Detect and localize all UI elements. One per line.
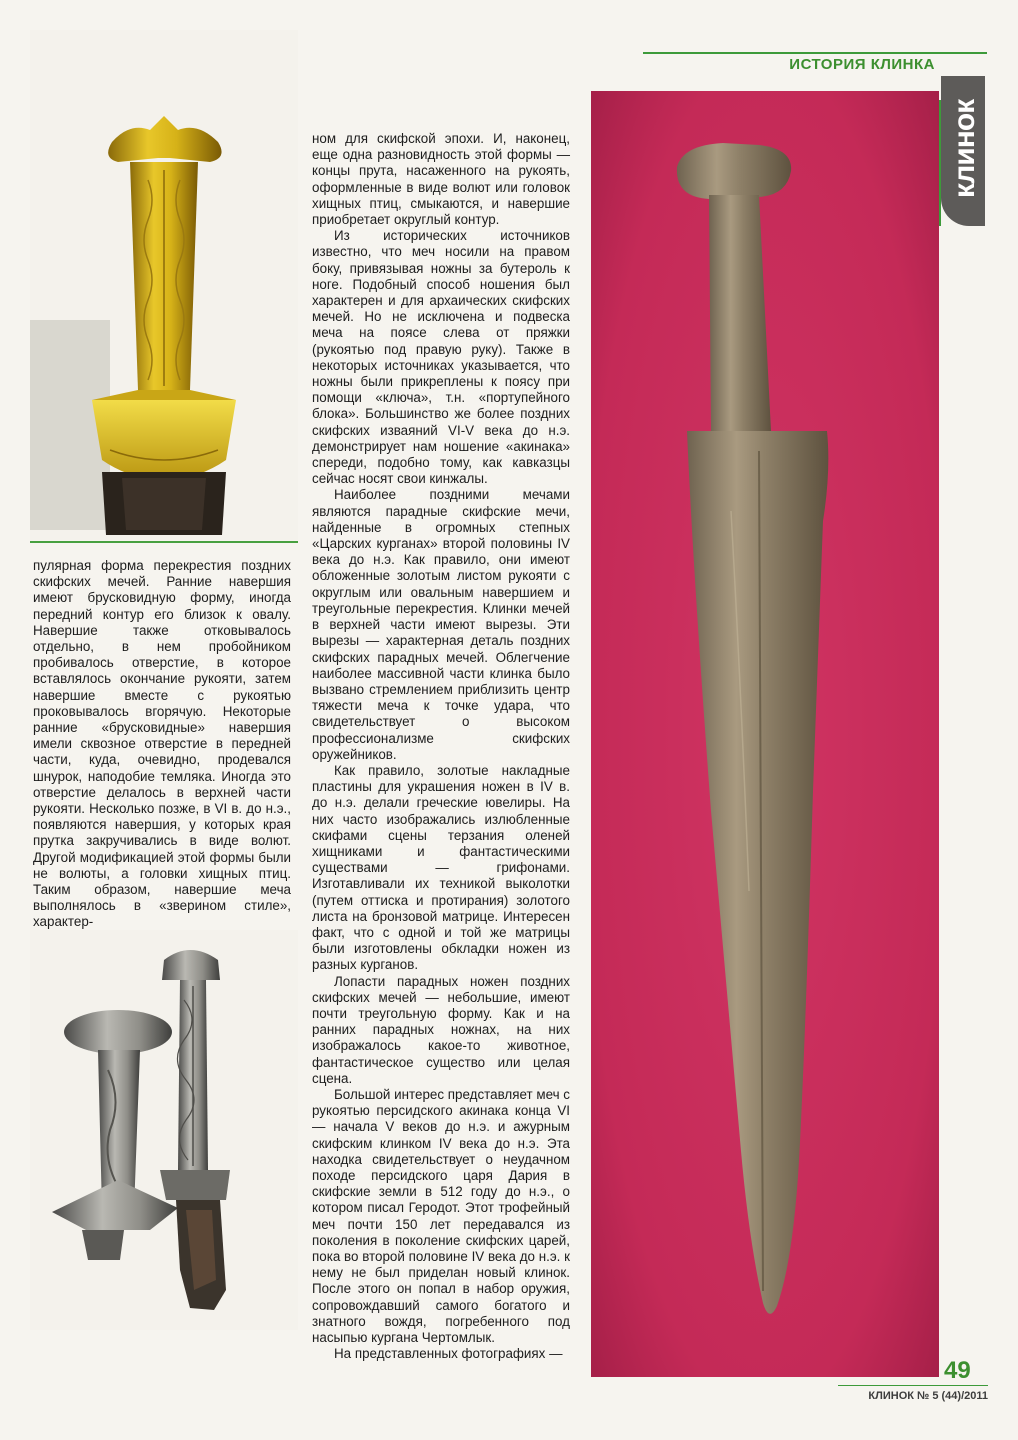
page-number: 49 (944, 1357, 971, 1384)
header-rule (643, 52, 987, 54)
section-title: ИСТОРИЯ КЛИНКА (789, 56, 935, 73)
iron-dagger-photo (591, 91, 939, 1377)
paragraph: ном для скифской эпохи. И, наконец, еще одна разновидность этой формы — концы прута, насаженного на рукоять, оформленные в виде волют или головок хищных птиц, смыкаются, и навершие приобретает округлый контур. (312, 131, 570, 228)
text-column-middle (312, 131, 570, 1362)
paragraph: пулярная форма перекрестия поздних скифских мечей. Ранние навершия имеют брусковидную форму, иногда передний контур его близок к овалу. Навершие также отковывалось отдельно, в нем пробойником пробивалось отверстие, в которое вставлялось окончание рукояти, затем навершие вместе с рукоятью проковывалось вгорячую. Некоторые ранние «брусковидные» навершия имели сквозное отверстие в передней части, куда, очевидно, продевался шнурок, наподобие темляка. Иногда это отверстие делалось в верхней части рукояти. Несколько позже, в VI в. до н.э., появляются навершия, у которых края прутка закручивались в виде волют. Другой модификацией этой формы были не волюты, а головки хищных птиц. Таким образом, навершие меча выполнялось в «зверином стиле», характер- (33, 558, 291, 930)
paragraph: Наиболее поздними мечами являются парадные скифские мечи, найденные в огромных степных «Царских курганах» второй половины IV века до н.э. Как правило, они имеют обложенные золотым листом рукояти с округлым или овальным навершием и треугольные перекрестия. Клинки мечей в верхней части имеют вырезы. Эти вырезы — характерная деталь поздних скифских парадных мечей. Облегчение наиболее массивной части клинка было вызвано стремлением приблизить центр тяжести меча к точке удара, что свидетельствует о высоком профессионализме скифских оружейников. (312, 487, 570, 762)
section-tab (941, 76, 985, 226)
photo-caption-rule (30, 541, 298, 543)
paragraph: На представленных фотографиях — (334, 1346, 563, 1362)
paragraph: Большой интерес представляет меч с рукоятью персидского акинака конца VI — начала V веков до н.э. и ажурным скифским клинком IV века до н.э. Эта находка свидетельствует о неудачном походе персидского царя Дария в скифские земли в 512 году до н.э., о котором писал Геродот. Этот трофейный меч почти 150 лет передавался из поколения в поколение скифских царей, пока во второй половине IV века до н.э. к нему не был приделан новый клинок. После этого он попал в набор оружия, сопровождавший самого богатого и знатного вождя, погребенного под насыпью кургана Чертомлык. (312, 1086, 570, 1346)
silver-hilts-photo (30, 930, 298, 1330)
paragraph: Как правило, золотые накладные пластины для украшения ножен в IV в. до н.э. делали греческие ювелиры. На них часто изображались излюбленные скифами сцены терзания оленей хищниками и фантастическими существами — грифонами. Изготавливали их техникой выколотки (путем оттиска и протирания) золотого листа на бронзовой матрице. Интересен факт, что с одной и той же матрицы были изготовлены обкладки ножен из разных курганов. (312, 762, 570, 973)
footer-rule (838, 1385, 988, 1386)
text-column-left (33, 558, 291, 931)
section-tab-label: клинок (948, 99, 981, 199)
issue-info: КЛИНОК № 5 (44)/2011 (868, 1390, 988, 1402)
paragraph: Лопасти парадных ножен поздних скифских мечей — небольшие, имеют почти треугольную форму. Как и на ранних парадных ножнах, на них изображалось какое-то животное, фантастическое существо или целая сцена. (312, 973, 570, 1086)
paragraph: Из исторических источников известно, что меч носили на правом боку, привязывая ножны за бутероль к ноге. Подобный способ ношения был характерен и для архаических скифских мечей. Но не исключена и подвеска меча на поясе слева от пряжки (рукоятью под правую руку). Также в некоторых источниках указывается, что ножны были прикреплены к поясу при помощи «ключа», т.н. «портупейного блока». Большинство же более поздних скифских изваяний VI-V века до н.э. демонстрирует нам ношение «акинака» спереди, подобно тому, как кавказцы сейчас носят свои кинжалы. (312, 228, 570, 487)
golden-hilt-photo (30, 30, 298, 540)
